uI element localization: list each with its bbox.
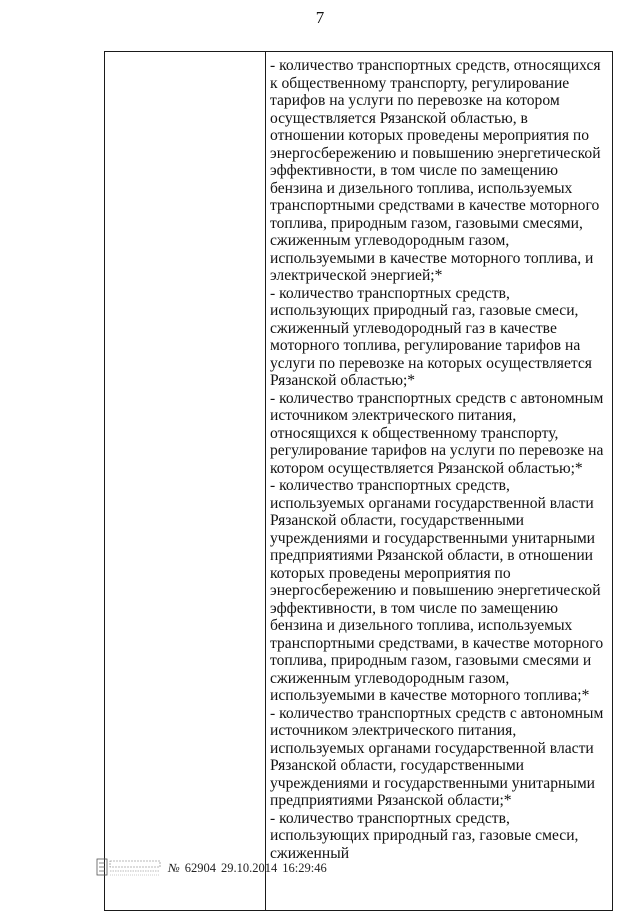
registration-time: 16:29:46 — [282, 860, 327, 875]
page-number: 7 — [315, 8, 325, 27]
table-paragraph: - количество транспортных средств с автономным источником электрического питания, относящихся к общественному транспорту, регулирование тарифов на услуги по перевозке на котором осуществляется Рязанской областью;* — [270, 389, 604, 477]
table-paragraph: - количество транспортных средств, используемых органами государственной власти Рязанской области, государственными учреждениями и государственными унитарными предприятиями Рязанской области, в отношении которых проведены мероприятия по энергосбережению и повышению энергетической эффективности, в том числе по замещению бензина и дизельного топлива, используемых транспортными средствами, в качестве моторного топлива, природным газом, газовыми смесями и сжиженным углеводородным газом, используемыми в качестве моторного топлива;* — [270, 477, 604, 704]
registration-date: 29.10.2014 — [221, 860, 278, 875]
table-left-cell — [105, 52, 266, 910]
stamp-logo-icon — [96, 857, 162, 879]
table-paragraph: - количество транспортных средств, использующих природный газ, газовые смеси, сжиженный углеводородный газ в качестве моторного топлива, регулирование тарифов на услуги по перевозке на которых осуществляется Рязанской областью;* — [270, 284, 592, 389]
registration-info — [168, 861, 327, 876]
number-sign: № — [168, 860, 180, 875]
document-table — [104, 51, 613, 911]
table-right-cell — [266, 52, 612, 910]
table-paragraph: - количество транспортных средств, относящихся к общественному транспорту, регулирование тарифов на услуги по перевозке на котором осуществляется Рязанской областью, в отношении которых проведены мероприятия по энергосбережению и повышению энергетической эффективности, в том числе по замещению бензина и дизельного топлива, используемых транспортными средствами в качестве моторного топлива, природным газом, газовыми смесями, сжиженным углеводородным газом, используемыми в качестве моторного топлива, и электрической энергией;* — [270, 57, 601, 284]
document-footer — [96, 857, 327, 879]
government-stamp-logo — [96, 857, 162, 879]
document-number: 62904 — [184, 860, 217, 875]
table-paragraph: - количество транспортных средств, использующих природный газ, газовые смеси, сжиженный — [270, 809, 579, 862]
table-paragraph: - количество транспортных средств с автономным источником электрического питания, используемых органами государственной власти Рязанской области, государственными учреждениями и государственными унитарными предприятиями Рязанской области;* — [270, 704, 604, 809]
